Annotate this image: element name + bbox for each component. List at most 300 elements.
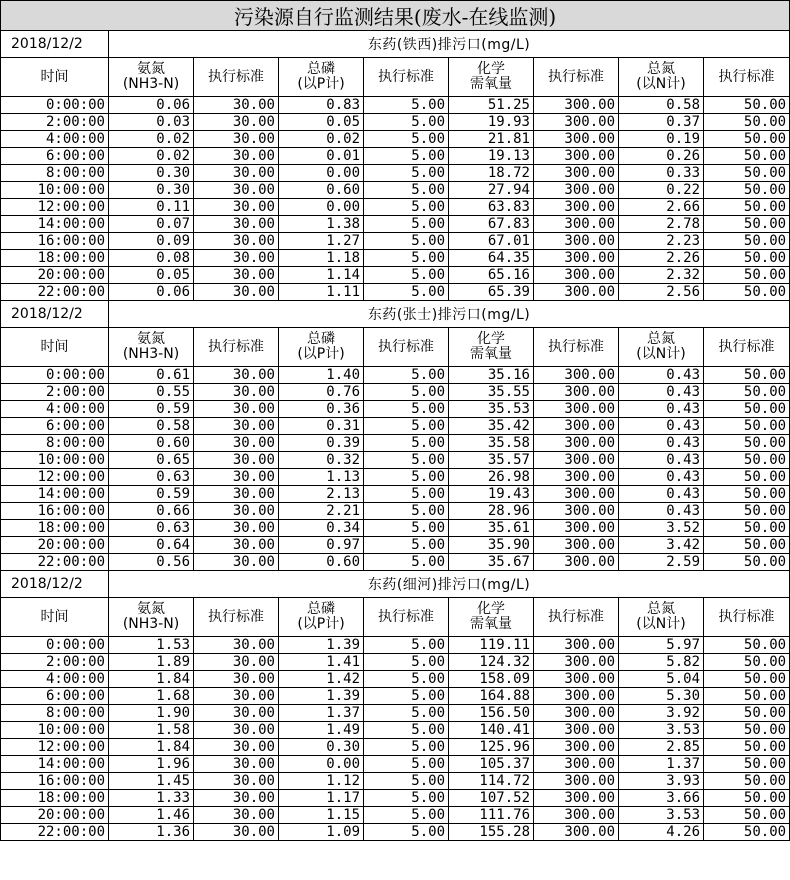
cell-nh3-std: 30.00 bbox=[194, 807, 279, 824]
cell-cod-std: 300.00 bbox=[534, 284, 619, 301]
cell-cod-std: 300.00 bbox=[534, 671, 619, 688]
table-row bbox=[1, 790, 790, 807]
header-nh3 bbox=[109, 58, 194, 97]
cell-tp: 0.34 bbox=[279, 520, 364, 537]
cell-tn-std: 50.00 bbox=[704, 807, 790, 824]
cell-nh3-std: 30.00 bbox=[194, 637, 279, 654]
cell-nh3: 0.02 bbox=[109, 148, 194, 165]
cell-tn-std: 50.00 bbox=[704, 165, 790, 182]
cell-nh3: 1.84 bbox=[109, 739, 194, 756]
cell-tp: 1.37 bbox=[279, 705, 364, 722]
cell-nh3: 0.58 bbox=[109, 418, 194, 435]
cell-time: 2:00:00 bbox=[1, 654, 109, 671]
cell-nh3: 0.65 bbox=[109, 452, 194, 469]
cell-tn-std: 50.00 bbox=[704, 503, 790, 520]
cell-nh3: 0.63 bbox=[109, 520, 194, 537]
cell-cod: 21.81 bbox=[449, 131, 534, 148]
cell-cod-std: 300.00 bbox=[534, 654, 619, 671]
cell-nh3: 1.89 bbox=[109, 654, 194, 671]
cell-nh3-std: 30.00 bbox=[194, 452, 279, 469]
cell-cod-std: 300.00 bbox=[534, 705, 619, 722]
header-tn-line2: (以N计) bbox=[636, 616, 686, 632]
cell-tn-std: 50.00 bbox=[704, 384, 790, 401]
cell-cod: 156.50 bbox=[449, 705, 534, 722]
cell-tn: 0.58 bbox=[619, 97, 704, 114]
header-tn-line1: 总氮 bbox=[647, 331, 675, 347]
cell-cod-std: 300.00 bbox=[534, 824, 619, 841]
cell-nh3: 1.90 bbox=[109, 705, 194, 722]
header-tp-line2: (以P计) bbox=[297, 346, 345, 362]
cell-nh3-std: 30.00 bbox=[194, 367, 279, 384]
header-tp bbox=[279, 328, 364, 367]
cell-cod-std: 300.00 bbox=[534, 367, 619, 384]
table-row bbox=[1, 520, 790, 537]
cell-nh3-std: 30.00 bbox=[194, 722, 279, 739]
cell-tn: 2.59 bbox=[619, 554, 704, 571]
cell-nh3-std: 30.00 bbox=[194, 418, 279, 435]
table-row bbox=[1, 148, 790, 165]
cell-nh3-std: 30.00 bbox=[194, 267, 279, 284]
cell-tp: 0.31 bbox=[279, 418, 364, 435]
cell-time: 8:00:00 bbox=[1, 705, 109, 722]
cell-tp: 1.42 bbox=[279, 671, 364, 688]
outlet-name: 东药(张士)排污口(mg/L) bbox=[109, 301, 790, 328]
cell-time: 18:00:00 bbox=[1, 250, 109, 267]
cell-tn-std: 50.00 bbox=[704, 739, 790, 756]
cell-cod: 19.93 bbox=[449, 114, 534, 131]
table-row bbox=[1, 233, 790, 250]
cell-cod: 35.58 bbox=[449, 435, 534, 452]
cell-cod: 28.96 bbox=[449, 503, 534, 520]
cell-tp: 1.14 bbox=[279, 267, 364, 284]
cell-tp: 1.38 bbox=[279, 216, 364, 233]
cell-nh3-std: 30.00 bbox=[194, 148, 279, 165]
cell-tp: 1.27 bbox=[279, 233, 364, 250]
cell-tp-std: 5.00 bbox=[364, 367, 449, 384]
cell-tp-std: 5.00 bbox=[364, 637, 449, 654]
table-row bbox=[1, 114, 790, 131]
outlet-name: 东药(铁西)排污口(mg/L) bbox=[109, 31, 790, 58]
header-nh3-line2: (NH3-N) bbox=[122, 76, 180, 92]
cell-nh3-std: 30.00 bbox=[194, 216, 279, 233]
cell-nh3: 1.36 bbox=[109, 824, 194, 841]
cell-nh3-std: 30.00 bbox=[194, 739, 279, 756]
cell-nh3: 0.59 bbox=[109, 401, 194, 418]
header-cod-line2: 需氧量 bbox=[470, 616, 512, 632]
cell-time: 12:00:00 bbox=[1, 199, 109, 216]
cell-nh3-std: 30.00 bbox=[194, 654, 279, 671]
table-row bbox=[1, 267, 790, 284]
cell-tp: 0.30 bbox=[279, 739, 364, 756]
header-tp-line1: 总磷 bbox=[307, 61, 335, 77]
header-std: 执行标准 bbox=[364, 58, 449, 97]
header-nh3-line2: (NH3-N) bbox=[122, 346, 180, 362]
cell-tp-std: 5.00 bbox=[364, 503, 449, 520]
cell-tn: 2.32 bbox=[619, 267, 704, 284]
header-cod-line1: 化学 bbox=[477, 601, 505, 617]
cell-cod: 65.16 bbox=[449, 267, 534, 284]
cell-cod: 158.09 bbox=[449, 671, 534, 688]
cell-tn: 0.43 bbox=[619, 486, 704, 503]
cell-tn: 0.43 bbox=[619, 503, 704, 520]
cell-cod: 19.43 bbox=[449, 486, 534, 503]
header-cod bbox=[449, 328, 534, 367]
cell-tn-std: 50.00 bbox=[704, 671, 790, 688]
cell-tp-std: 5.00 bbox=[364, 418, 449, 435]
table-row bbox=[1, 537, 790, 554]
header-tp-line2: (以P计) bbox=[297, 616, 345, 632]
cell-nh3-std: 30.00 bbox=[194, 671, 279, 688]
cell-tn-std: 50.00 bbox=[704, 790, 790, 807]
cell-tp: 1.11 bbox=[279, 284, 364, 301]
table-row bbox=[1, 182, 790, 199]
cell-nh3-std: 30.00 bbox=[194, 384, 279, 401]
cell-cod-std: 300.00 bbox=[534, 148, 619, 165]
header-nh3 bbox=[109, 598, 194, 637]
cell-cod-std: 300.00 bbox=[534, 97, 619, 114]
cell-tp: 1.09 bbox=[279, 824, 364, 841]
table-row bbox=[1, 284, 790, 301]
cell-time: 4:00:00 bbox=[1, 131, 109, 148]
cell-cod: 35.90 bbox=[449, 537, 534, 554]
cell-nh3-std: 30.00 bbox=[194, 824, 279, 841]
cell-tp: 1.41 bbox=[279, 654, 364, 671]
cell-tp-std: 5.00 bbox=[364, 469, 449, 486]
cell-nh3: 0.11 bbox=[109, 199, 194, 216]
cell-cod-std: 300.00 bbox=[534, 267, 619, 284]
header-std: 执行标准 bbox=[534, 328, 619, 367]
cell-tn: 5.30 bbox=[619, 688, 704, 705]
page-title: 污染源自行监测结果(废水-在线监测) bbox=[1, 1, 790, 31]
cell-nh3: 0.30 bbox=[109, 182, 194, 199]
cell-tn: 3.93 bbox=[619, 773, 704, 790]
table-row bbox=[1, 756, 790, 773]
cell-time: 10:00:00 bbox=[1, 452, 109, 469]
cell-tp-std: 5.00 bbox=[364, 148, 449, 165]
header-cod bbox=[449, 598, 534, 637]
cell-tp: 0.05 bbox=[279, 114, 364, 131]
cell-time: 6:00:00 bbox=[1, 148, 109, 165]
section-header bbox=[1, 571, 790, 598]
header-std: 执行标准 bbox=[364, 598, 449, 637]
cell-tn: 3.53 bbox=[619, 722, 704, 739]
cell-time: 22:00:00 bbox=[1, 824, 109, 841]
outlet-name: 东药(细河)排污口(mg/L) bbox=[109, 571, 790, 598]
cell-tn: 0.43 bbox=[619, 435, 704, 452]
cell-tp: 1.49 bbox=[279, 722, 364, 739]
header-std: 执行标准 bbox=[704, 598, 790, 637]
cell-tp: 1.13 bbox=[279, 469, 364, 486]
cell-tn-std: 50.00 bbox=[704, 131, 790, 148]
table-row bbox=[1, 807, 790, 824]
cell-time: 8:00:00 bbox=[1, 435, 109, 452]
cell-cod-std: 300.00 bbox=[534, 250, 619, 267]
cell-tn-std: 50.00 bbox=[704, 418, 790, 435]
cell-tn-std: 50.00 bbox=[704, 182, 790, 199]
table-row bbox=[1, 216, 790, 233]
cell-tn: 2.78 bbox=[619, 216, 704, 233]
cell-cod: 124.32 bbox=[449, 654, 534, 671]
cell-cod: 35.53 bbox=[449, 401, 534, 418]
cell-tn: 0.43 bbox=[619, 469, 704, 486]
header-tp bbox=[279, 58, 364, 97]
cell-cod-std: 300.00 bbox=[534, 114, 619, 131]
header-cod-line1: 化学 bbox=[477, 331, 505, 347]
table-row bbox=[1, 688, 790, 705]
cell-nh3-std: 30.00 bbox=[194, 199, 279, 216]
cell-nh3-std: 30.00 bbox=[194, 773, 279, 790]
cell-tn-std: 50.00 bbox=[704, 756, 790, 773]
report-date: 2018/12/2 bbox=[1, 571, 109, 598]
section-header bbox=[1, 31, 790, 58]
cell-tn: 5.97 bbox=[619, 637, 704, 654]
cell-tn: 5.04 bbox=[619, 671, 704, 688]
cell-tn-std: 50.00 bbox=[704, 469, 790, 486]
cell-cod-std: 300.00 bbox=[534, 722, 619, 739]
cell-cod-std: 300.00 bbox=[534, 216, 619, 233]
cell-time: 12:00:00 bbox=[1, 469, 109, 486]
cell-tn-std: 50.00 bbox=[704, 452, 790, 469]
cell-nh3-std: 30.00 bbox=[194, 537, 279, 554]
cell-tp-std: 5.00 bbox=[364, 790, 449, 807]
cell-cod: 35.55 bbox=[449, 384, 534, 401]
header-cod bbox=[449, 58, 534, 97]
cell-tp: 1.15 bbox=[279, 807, 364, 824]
header-nh3-line1: 氨氮 bbox=[137, 61, 165, 77]
header-nh3 bbox=[109, 328, 194, 367]
cell-tn-std: 50.00 bbox=[704, 250, 790, 267]
cell-cod: 111.76 bbox=[449, 807, 534, 824]
cell-cod: 18.72 bbox=[449, 165, 534, 182]
cell-tn: 0.43 bbox=[619, 452, 704, 469]
cell-tn: 0.43 bbox=[619, 384, 704, 401]
section-header bbox=[1, 301, 790, 328]
cell-cod-std: 300.00 bbox=[534, 537, 619, 554]
cell-cod-std: 300.00 bbox=[534, 486, 619, 503]
cell-tp: 0.02 bbox=[279, 131, 364, 148]
cell-tn-std: 50.00 bbox=[704, 688, 790, 705]
cell-tn-std: 50.00 bbox=[704, 520, 790, 537]
cell-tp: 0.00 bbox=[279, 756, 364, 773]
cell-nh3-std: 30.00 bbox=[194, 756, 279, 773]
cell-nh3: 0.06 bbox=[109, 97, 194, 114]
cell-cod-std: 300.00 bbox=[534, 503, 619, 520]
cell-nh3: 0.55 bbox=[109, 384, 194, 401]
cell-time: 18:00:00 bbox=[1, 520, 109, 537]
cell-tp-std: 5.00 bbox=[364, 216, 449, 233]
cell-tp-std: 5.00 bbox=[364, 773, 449, 790]
cell-time: 2:00:00 bbox=[1, 114, 109, 131]
table-row bbox=[1, 503, 790, 520]
cell-tn-std: 50.00 bbox=[704, 216, 790, 233]
cell-tn-std: 50.00 bbox=[704, 654, 790, 671]
cell-cod: 125.96 bbox=[449, 739, 534, 756]
cell-nh3-std: 30.00 bbox=[194, 131, 279, 148]
cell-tp-std: 5.00 bbox=[364, 267, 449, 284]
cell-nh3: 1.58 bbox=[109, 722, 194, 739]
cell-tn: 0.43 bbox=[619, 367, 704, 384]
cell-cod: 35.67 bbox=[449, 554, 534, 571]
cell-cod-std: 300.00 bbox=[534, 756, 619, 773]
cell-tp-std: 5.00 bbox=[364, 401, 449, 418]
cell-tn-std: 50.00 bbox=[704, 97, 790, 114]
cell-tp-std: 5.00 bbox=[364, 807, 449, 824]
cell-nh3-std: 30.00 bbox=[194, 284, 279, 301]
cell-time: 22:00:00 bbox=[1, 554, 109, 571]
table-row bbox=[1, 554, 790, 571]
header-cod-line1: 化学 bbox=[477, 61, 505, 77]
header-tn-line1: 总氮 bbox=[647, 61, 675, 77]
cell-nh3: 0.66 bbox=[109, 503, 194, 520]
table-row bbox=[1, 722, 790, 739]
report-date: 2018/12/2 bbox=[1, 301, 109, 328]
cell-tp-std: 5.00 bbox=[364, 671, 449, 688]
cell-cod-std: 300.00 bbox=[534, 554, 619, 571]
cell-tn: 0.19 bbox=[619, 131, 704, 148]
cell-time: 14:00:00 bbox=[1, 216, 109, 233]
cell-tp-std: 5.00 bbox=[364, 722, 449, 739]
table-row bbox=[1, 401, 790, 418]
header-time: 时间 bbox=[1, 598, 109, 637]
cell-tp-std: 5.00 bbox=[364, 756, 449, 773]
cell-nh3: 0.60 bbox=[109, 435, 194, 452]
cell-cod-std: 300.00 bbox=[534, 435, 619, 452]
cell-tn-std: 50.00 bbox=[704, 435, 790, 452]
table-row bbox=[1, 165, 790, 182]
cell-tn: 3.66 bbox=[619, 790, 704, 807]
cell-nh3: 0.30 bbox=[109, 165, 194, 182]
cell-tn: 0.33 bbox=[619, 165, 704, 182]
header-std: 执行标准 bbox=[194, 328, 279, 367]
cell-tp-std: 5.00 bbox=[364, 520, 449, 537]
table-row bbox=[1, 469, 790, 486]
table-row bbox=[1, 384, 790, 401]
cell-cod: 35.16 bbox=[449, 367, 534, 384]
cell-tp: 0.32 bbox=[279, 452, 364, 469]
header-std: 执行标准 bbox=[534, 58, 619, 97]
cell-time: 4:00:00 bbox=[1, 401, 109, 418]
header-cod-line2: 需氧量 bbox=[470, 346, 512, 362]
table-row bbox=[1, 654, 790, 671]
cell-cod: 164.88 bbox=[449, 688, 534, 705]
cell-time: 6:00:00 bbox=[1, 688, 109, 705]
cell-time: 0:00:00 bbox=[1, 637, 109, 654]
header-tn-line2: (以N计) bbox=[636, 76, 686, 92]
cell-nh3-std: 30.00 bbox=[194, 233, 279, 250]
cell-nh3: 1.68 bbox=[109, 688, 194, 705]
cell-time: 0:00:00 bbox=[1, 97, 109, 114]
cell-tp: 0.76 bbox=[279, 384, 364, 401]
table-row bbox=[1, 773, 790, 790]
cell-tn-std: 50.00 bbox=[704, 722, 790, 739]
cell-time: 12:00:00 bbox=[1, 739, 109, 756]
table-row bbox=[1, 824, 790, 841]
cell-tn-std: 50.00 bbox=[704, 824, 790, 841]
cell-tp: 0.36 bbox=[279, 401, 364, 418]
cell-cod-std: 300.00 bbox=[534, 739, 619, 756]
cell-cod-std: 300.00 bbox=[534, 637, 619, 654]
header-nh3-line1: 氨氮 bbox=[137, 601, 165, 617]
cell-nh3-std: 30.00 bbox=[194, 469, 279, 486]
cell-cod-std: 300.00 bbox=[534, 520, 619, 537]
cell-tp-std: 5.00 bbox=[364, 250, 449, 267]
cell-time: 16:00:00 bbox=[1, 233, 109, 250]
cell-nh3-std: 30.00 bbox=[194, 182, 279, 199]
table-row bbox=[1, 97, 790, 114]
header-time: 时间 bbox=[1, 328, 109, 367]
cell-tn-std: 50.00 bbox=[704, 267, 790, 284]
cell-cod: 19.13 bbox=[449, 148, 534, 165]
cell-nh3: 1.45 bbox=[109, 773, 194, 790]
table-row bbox=[1, 452, 790, 469]
header-tp-line1: 总磷 bbox=[307, 331, 335, 347]
cell-cod: 63.83 bbox=[449, 199, 534, 216]
cell-tp: 1.40 bbox=[279, 367, 364, 384]
header-cod-line2: 需氧量 bbox=[470, 76, 512, 92]
cell-tp-std: 5.00 bbox=[364, 384, 449, 401]
cell-cod: 35.57 bbox=[449, 452, 534, 469]
cell-time: 8:00:00 bbox=[1, 165, 109, 182]
cell-tp-std: 5.00 bbox=[364, 739, 449, 756]
cell-cod: 119.11 bbox=[449, 637, 534, 654]
cell-nh3-std: 30.00 bbox=[194, 705, 279, 722]
cell-cod-std: 300.00 bbox=[534, 233, 619, 250]
cell-time: 20:00:00 bbox=[1, 537, 109, 554]
cell-tp-std: 5.00 bbox=[364, 131, 449, 148]
cell-tn-std: 50.00 bbox=[704, 199, 790, 216]
cell-nh3: 0.64 bbox=[109, 537, 194, 554]
cell-tp: 0.60 bbox=[279, 554, 364, 571]
cell-tp-std: 5.00 bbox=[364, 165, 449, 182]
cell-tn: 3.92 bbox=[619, 705, 704, 722]
header-nh3-line1: 氨氮 bbox=[137, 331, 165, 347]
cell-tn: 3.42 bbox=[619, 537, 704, 554]
cell-tn: 3.53 bbox=[619, 807, 704, 824]
cell-tp: 0.97 bbox=[279, 537, 364, 554]
cell-cod: 35.42 bbox=[449, 418, 534, 435]
header-std: 执行标准 bbox=[364, 328, 449, 367]
cell-tn-std: 50.00 bbox=[704, 486, 790, 503]
cell-cod-std: 300.00 bbox=[534, 131, 619, 148]
cell-tp: 1.18 bbox=[279, 250, 364, 267]
cell-nh3: 0.02 bbox=[109, 131, 194, 148]
cell-nh3: 0.63 bbox=[109, 469, 194, 486]
cell-tn: 2.66 bbox=[619, 199, 704, 216]
cell-tn: 1.37 bbox=[619, 756, 704, 773]
cell-tn-std: 50.00 bbox=[704, 554, 790, 571]
cell-cod-std: 300.00 bbox=[534, 418, 619, 435]
cell-tn: 2.23 bbox=[619, 233, 704, 250]
cell-nh3: 0.61 bbox=[109, 367, 194, 384]
cell-nh3-std: 30.00 bbox=[194, 503, 279, 520]
cell-tp-std: 5.00 bbox=[364, 199, 449, 216]
cell-time: 0:00:00 bbox=[1, 367, 109, 384]
cell-nh3: 0.09 bbox=[109, 233, 194, 250]
cell-nh3-std: 30.00 bbox=[194, 520, 279, 537]
cell-tp: 0.00 bbox=[279, 165, 364, 182]
cell-time: 2:00:00 bbox=[1, 384, 109, 401]
cell-cod-std: 300.00 bbox=[534, 401, 619, 418]
cell-cod-std: 300.00 bbox=[534, 688, 619, 705]
cell-cod-std: 300.00 bbox=[534, 807, 619, 824]
table-row bbox=[1, 671, 790, 688]
cell-tp-std: 5.00 bbox=[364, 654, 449, 671]
cell-tp: 1.12 bbox=[279, 773, 364, 790]
cell-tp-std: 5.00 bbox=[364, 97, 449, 114]
cell-tp-std: 5.00 bbox=[364, 537, 449, 554]
cell-time: 4:00:00 bbox=[1, 671, 109, 688]
cell-nh3-std: 30.00 bbox=[194, 486, 279, 503]
